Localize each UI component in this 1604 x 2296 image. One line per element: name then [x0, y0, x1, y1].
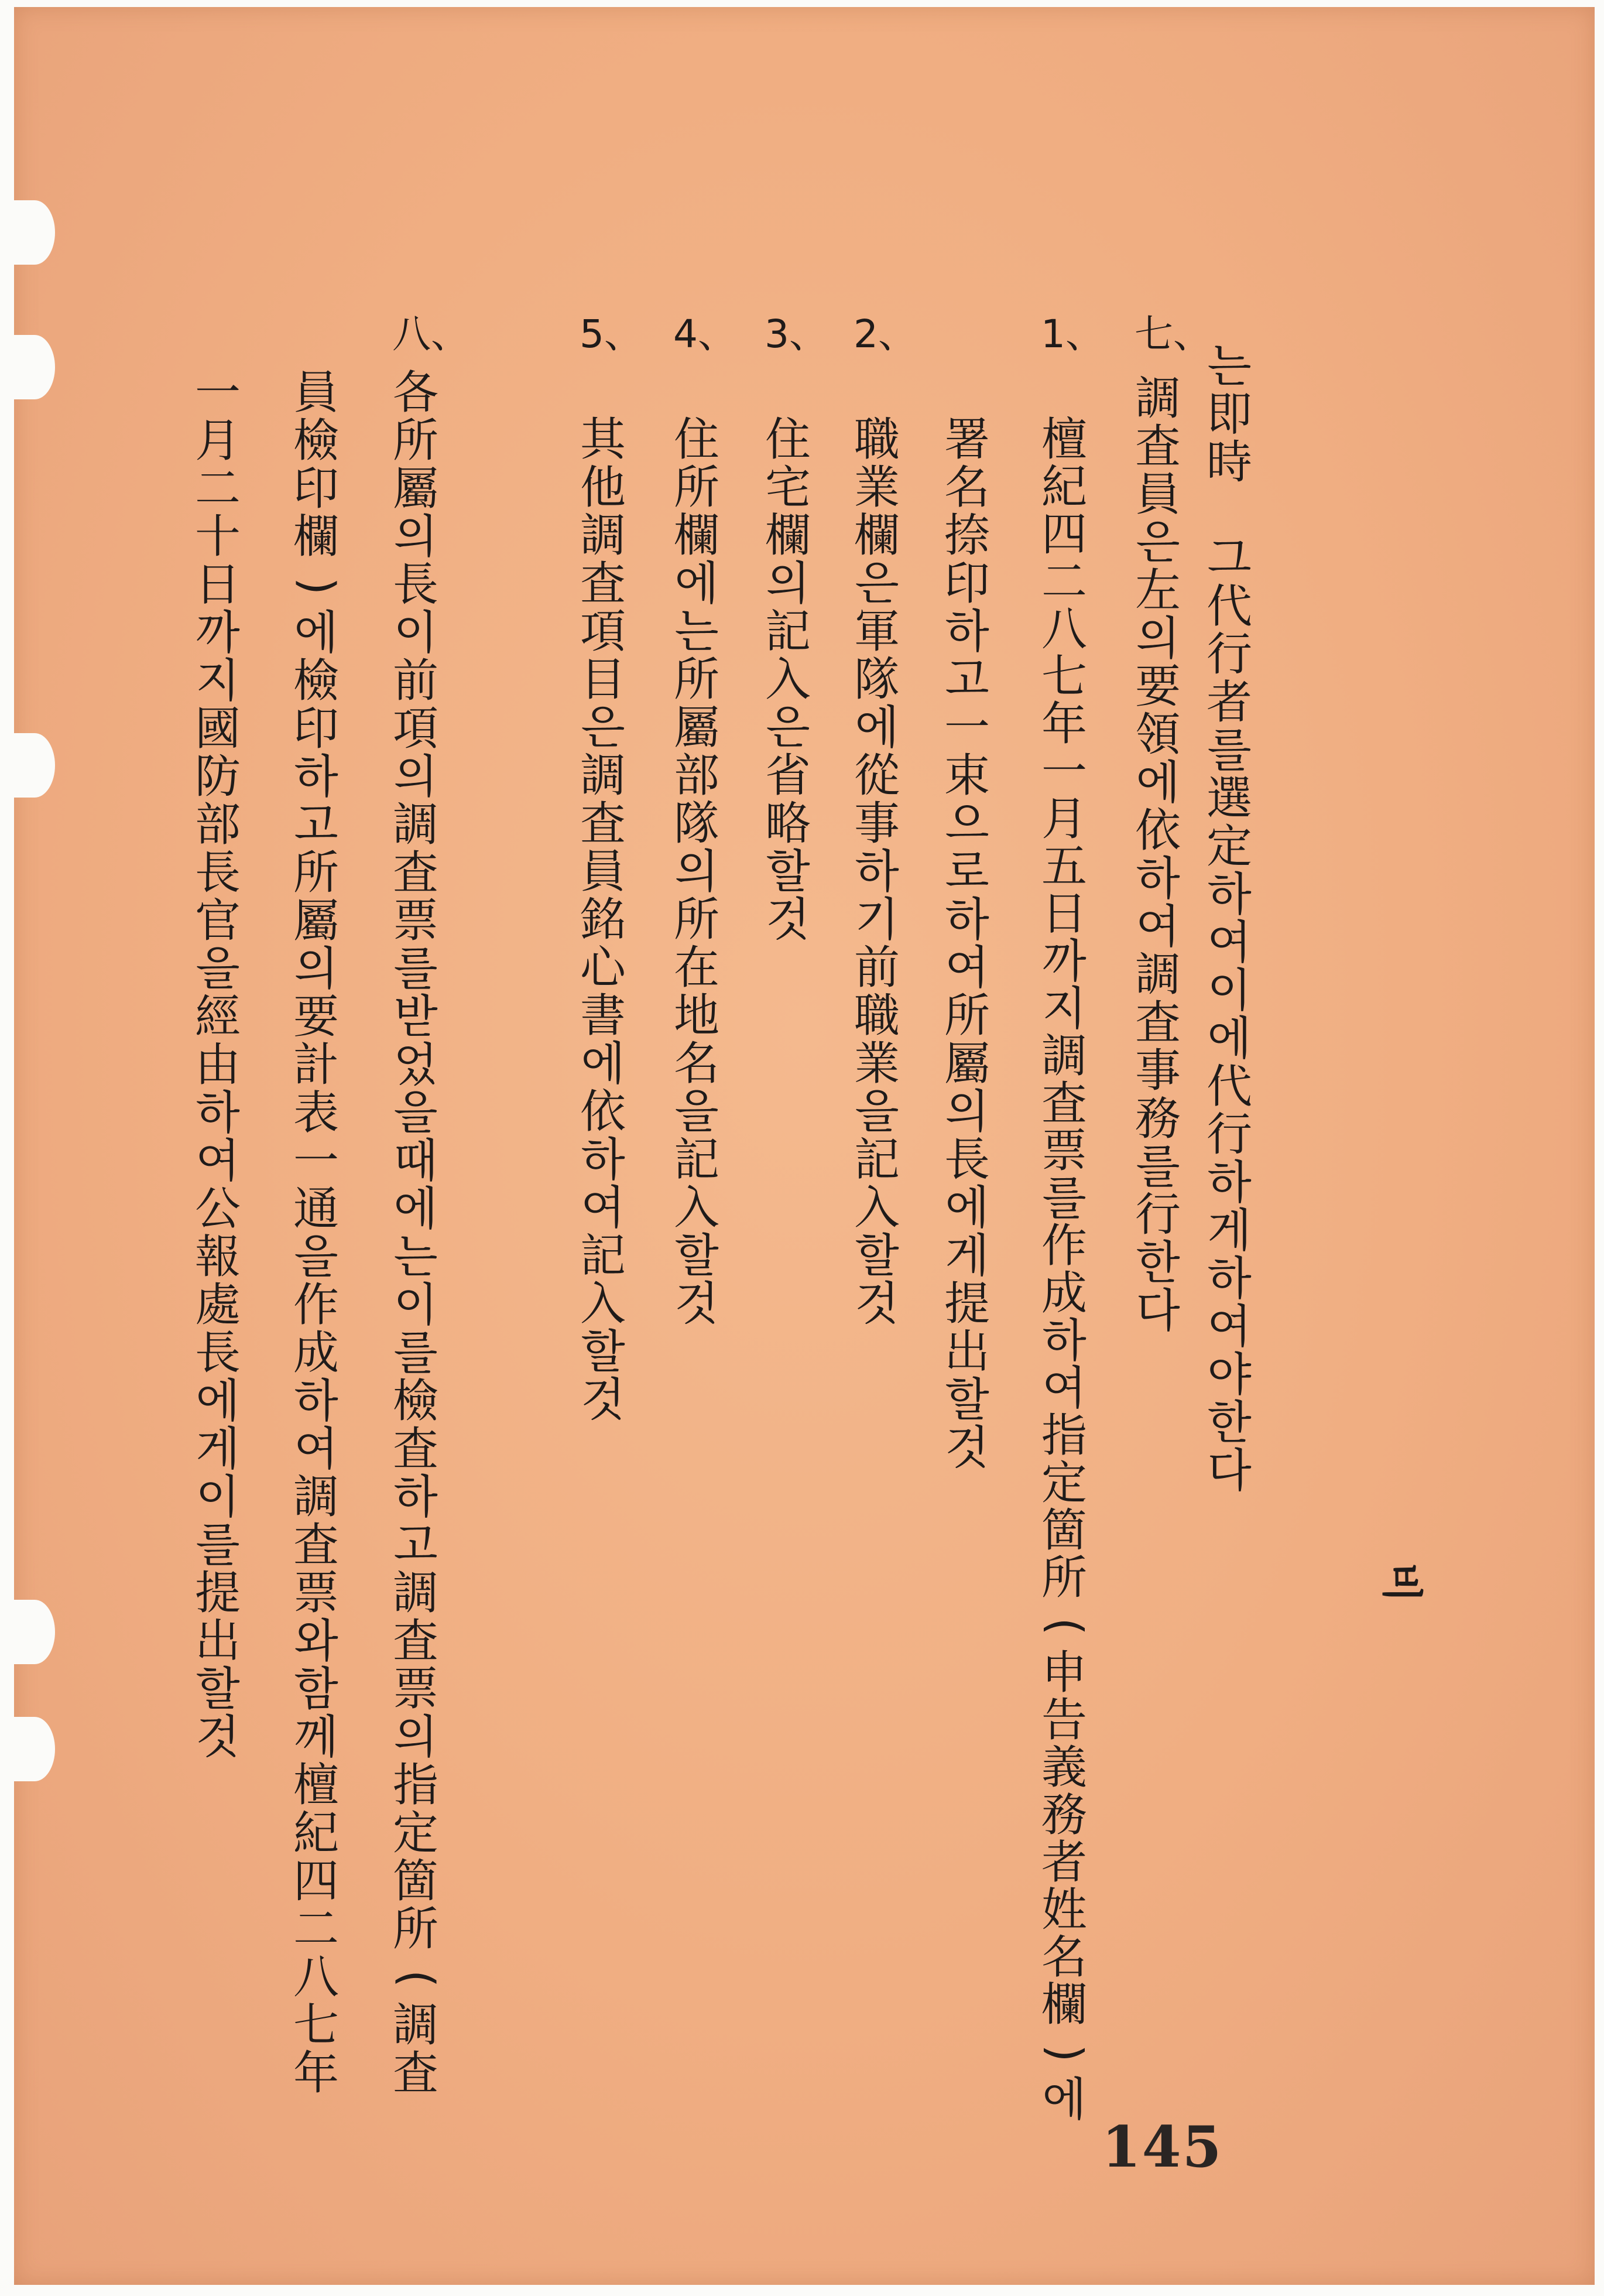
text-column: 調 査 員 은 左 의 要 領 에 依 하 여 調 査 事 務 를 行 한 다 — [1135, 372, 1181, 1337]
item-marker: 5、 — [580, 312, 643, 357]
text-column: 住 所 欄 에 는 所 屬 部 隊 의 所 在 地 名 을 記 入 할 것 — [673, 413, 719, 1330]
text-column: 各 所 屬 의 長 이 前 項 의 調 査 票 를 받 었 을 때 에 는 이 를 檢 査 하 고 調 査 票 의 指 定 箇 所 ( 調 査 — [390, 367, 443, 2100]
punch-hole — [14, 200, 55, 265]
item-marker: 2、 — [854, 312, 917, 357]
item-marker: 七、 — [1135, 312, 1212, 357]
paper-sheet — [14, 7, 1595, 2285]
text-column: 는 即 時 그 代 行 者 를 選 定 하 여 이 에 代 行 하 게 하 여 야 한 다 — [1206, 340, 1252, 1497]
text-column: 職 業 欄 은 軍 隊 에 從 事 하 기 前 職 業 을 記 入 할 것 — [854, 413, 900, 1330]
punch-hole — [14, 733, 55, 798]
text-column: 住 宅 欄 의 記 入 은 省 略 할 것 — [765, 413, 811, 946]
item-marker: 1、 — [1041, 312, 1104, 357]
punch-hole — [14, 1600, 55, 1664]
text-column: 署 名 捺 印 하 고 一 束 으 로 하 여 所 屬 의 長 에 게 提 出 할 것 — [944, 413, 990, 1474]
text-column: 員 檢 印 欄 ) 에 檢 印 하 고 所 屬 의 要 計 表 一 通 을 作 成 하 여 調 査 票 와 함 께 檀 紀 四 二 八 七 年 — [291, 367, 344, 2100]
seal-mark: 비 — [1377, 1562, 1426, 1603]
text-column: 檀 紀 四 二 八 七 年 一 月 五 日 까 지 調 査 票 를 作 成 하 여 指 定 箇 所 ( 申 告 義 務 者 姓 名 欄 ) 에 — [1039, 413, 1092, 2126]
page-number: 145 — [1102, 2114, 1223, 2180]
text-column: 其 他 調 査 項 目 은 調 査 員 銘 心 書 에 依 하 여 記 入 할 것 — [580, 413, 626, 1426]
item-marker: 3、 — [765, 312, 828, 357]
text-column: 一 月 二 十 日 까 지 國 防 部 長 官 을 經 由 하 여 公 報 處 長 에 게 이 를 提 出 할 것 — [194, 367, 241, 1764]
item-marker: 八、 — [392, 312, 469, 357]
punch-hole — [14, 1717, 55, 1781]
punch-hole — [14, 335, 55, 399]
item-marker: 4、 — [673, 312, 736, 357]
